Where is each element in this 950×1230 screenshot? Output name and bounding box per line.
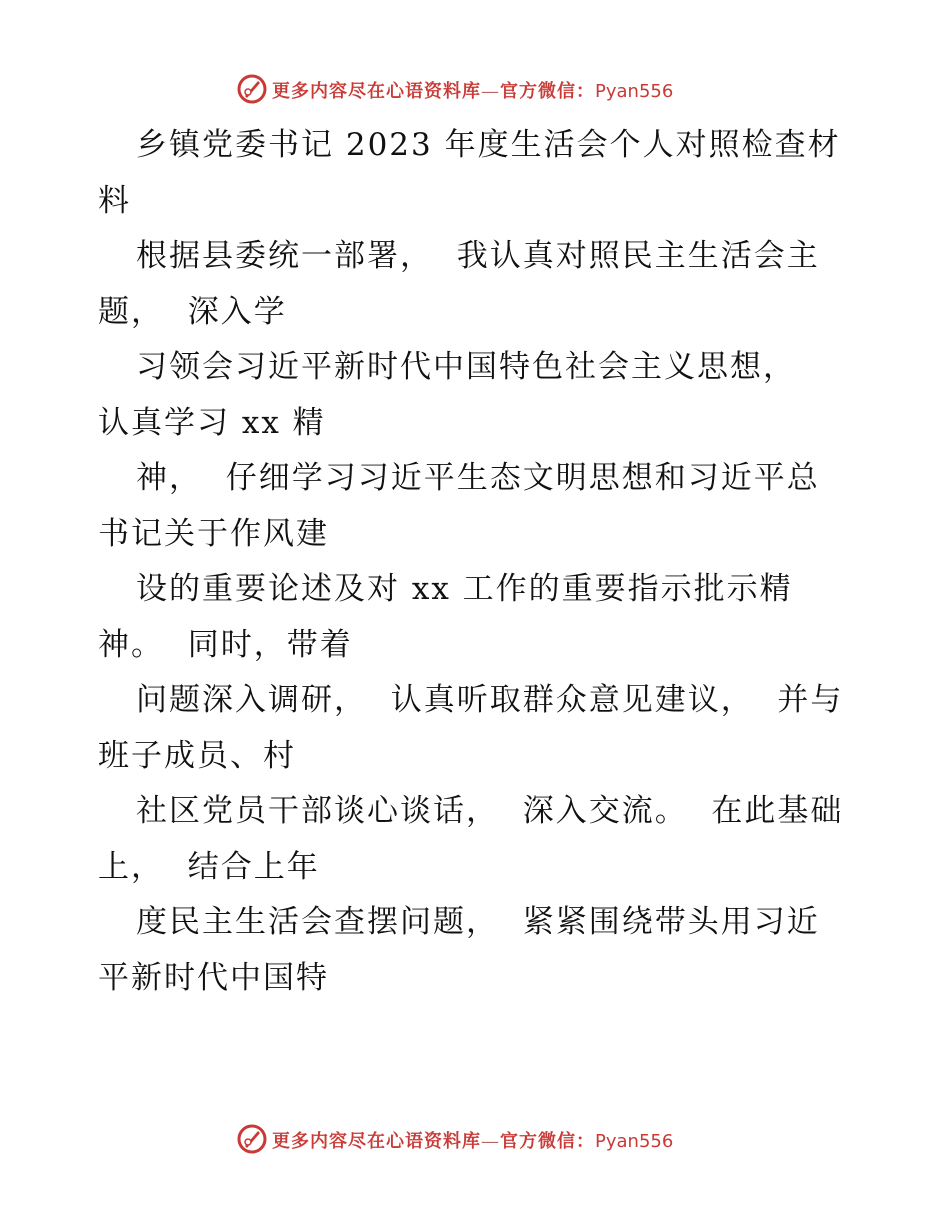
document-body xyxy=(98,118,858,1006)
separator: — xyxy=(481,81,500,102)
text-line: 神。 同时，带着 xyxy=(98,626,353,663)
watermark-text xyxy=(272,1127,673,1153)
watermark-text xyxy=(272,77,673,103)
title-line: 乡镇党委书记 2023 年度生活会个人对照检查材 xyxy=(136,127,841,163)
text-line: 题， 深入学 xyxy=(98,293,287,330)
text-line: 上， 结合上年 xyxy=(98,848,320,885)
text-line: 班子成员、村 xyxy=(98,737,296,774)
text-line: 书记关于作风建 xyxy=(98,515,329,552)
text-line: 根据县委统一部署， 我认真对照民主生活会主 xyxy=(136,238,820,274)
text-line: 习领会习近平新时代中国特色社会主义思想， xyxy=(136,349,796,385)
footer-watermark xyxy=(0,1120,950,1160)
quill-seal-icon xyxy=(236,73,268,105)
brand-text: 更多内容尽在心语资料库 xyxy=(272,1131,481,1152)
wechat-account: Pyan556 xyxy=(595,81,674,102)
text-line: 认真学习 xx 精 xyxy=(98,404,326,441)
wechat-account: Pyan556 xyxy=(595,1131,674,1152)
text-line: 平新时代中国特 xyxy=(98,959,329,996)
quill-seal-icon xyxy=(236,1123,268,1155)
separator: — xyxy=(481,1131,500,1152)
text-line: 神， 仔细学习习近平生态文明思想和习近平总 xyxy=(136,460,820,496)
text-line: 设的重要论述及对 xx 工作的重要指示批示精 xyxy=(136,571,793,607)
header-watermark xyxy=(0,70,950,110)
text-line: 社区党员干部谈心谈话， 深入交流。 在此基础 xyxy=(136,793,844,829)
text-line: 度民主生活会查摆问题， 紧紧围绕带头用习近 xyxy=(136,904,820,940)
text-line: 问题深入调研， 认真听取群众意见建议， 并与 xyxy=(136,682,844,718)
wechat-label: 官方微信： xyxy=(500,1131,595,1152)
brand-text: 更多内容尽在心语资料库 xyxy=(272,81,481,102)
title-line-cont: 料 xyxy=(98,182,131,219)
wechat-label: 官方微信： xyxy=(500,81,595,102)
